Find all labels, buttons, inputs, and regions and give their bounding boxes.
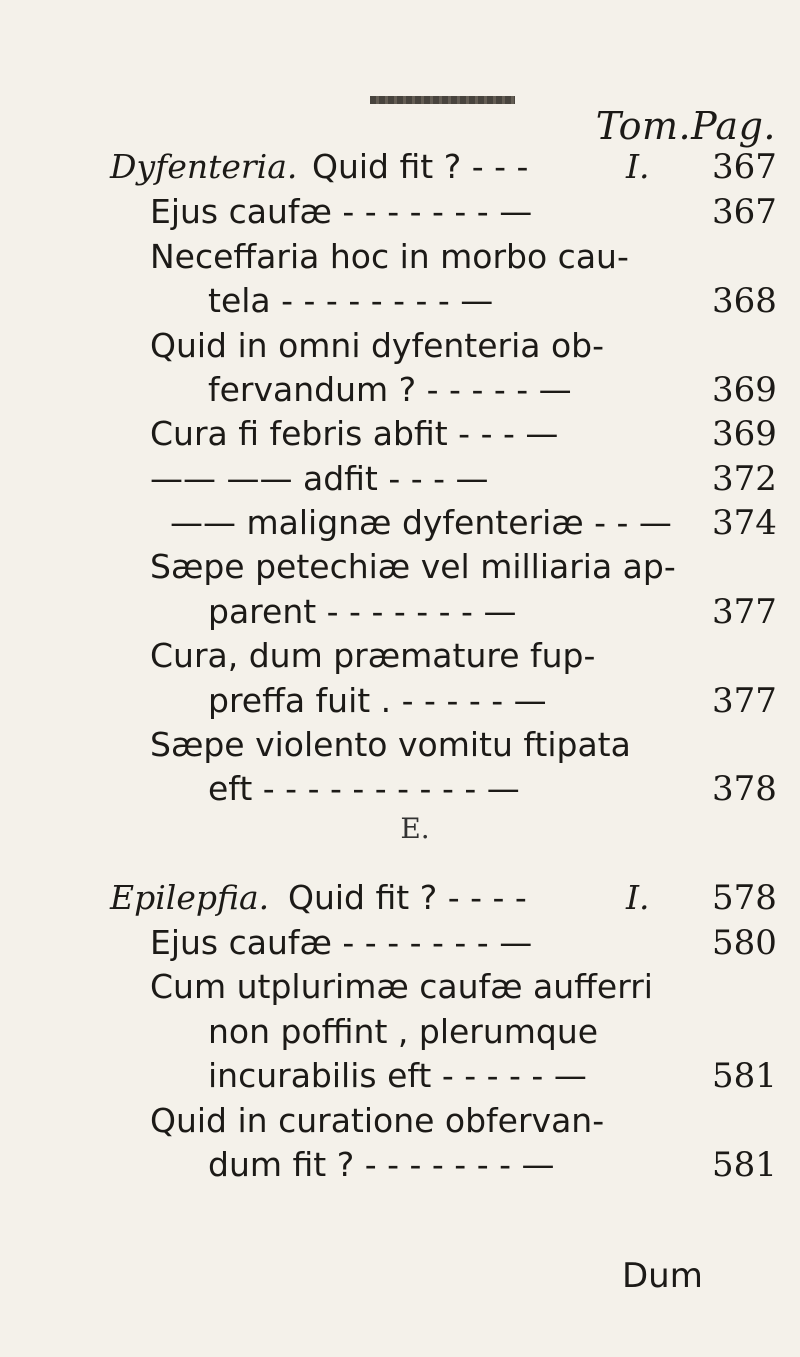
column-header: Tom.Pag. xyxy=(595,104,776,148)
index-entry xyxy=(0,503,800,549)
catchword: Dum xyxy=(622,1256,703,1296)
entry-text: fervandum ? - - - - - — xyxy=(208,370,572,409)
entry-page: 578 xyxy=(712,878,777,918)
entry-text: Cum utplurimæ caufæ aufferri xyxy=(150,967,653,1006)
entry-text: Cura, dum præmature fup- xyxy=(150,636,596,675)
entry-page: 581 xyxy=(712,1145,777,1185)
index-entry xyxy=(0,923,800,969)
entry-text: —— —— adfit - - - — xyxy=(150,459,489,498)
entry-text: Sæpe petechiæ vel milliaria ap- xyxy=(150,547,676,586)
index-entry xyxy=(0,459,800,505)
index-entry xyxy=(0,769,800,815)
index-entry xyxy=(0,370,800,416)
entry-page: 580 xyxy=(712,923,777,963)
index-entry xyxy=(0,592,800,638)
index-entry xyxy=(0,192,800,238)
entry-page: 367 xyxy=(712,192,777,232)
entry-text: Sæpe violento vomitu ftipata xyxy=(150,725,631,764)
entry-page: 377 xyxy=(712,681,777,721)
entry-text: preffa fuit . - - - - - — xyxy=(208,681,547,720)
entry-page: 377 xyxy=(712,592,777,632)
entry-text: Quid fit ? - - - xyxy=(312,147,529,186)
entry-volume: I. xyxy=(626,878,650,917)
index-entry xyxy=(0,1101,800,1147)
index-entry xyxy=(0,414,800,460)
index-entry xyxy=(0,1145,800,1191)
entry-page: 581 xyxy=(712,1056,777,1096)
index-entry xyxy=(0,681,800,727)
entry-page: 378 xyxy=(712,769,777,809)
entry-text: Quid in curatione obfervan- xyxy=(150,1101,605,1140)
index-entry xyxy=(0,147,800,193)
entry-text: incurabilis eft - - - - - — xyxy=(208,1056,587,1095)
index-entry xyxy=(0,547,800,593)
index-entry xyxy=(0,326,800,372)
entry-page: 368 xyxy=(712,281,777,321)
entry-text: eft - - - - - - - - - - — xyxy=(208,769,520,808)
index-entry xyxy=(0,1012,800,1058)
entry-text: Quid in omni dyfenteria ob- xyxy=(150,326,605,365)
entry-volume: I. xyxy=(626,147,650,186)
index-entry xyxy=(0,967,800,1013)
entry-text: Ejus caufæ - - - - - - - — xyxy=(150,192,533,231)
decorative-rule xyxy=(370,96,515,104)
index-entry xyxy=(0,725,800,771)
index-entry xyxy=(0,281,800,327)
entry-text: Quid fit ? - - - - xyxy=(288,878,527,917)
index-entry xyxy=(0,237,800,283)
section-letter: E. xyxy=(400,812,430,845)
entry-text: Ejus caufæ - - - - - - - — xyxy=(150,923,533,962)
index-entry xyxy=(0,878,800,924)
entry-text: —— malignæ dyfenteriæ - - — xyxy=(170,503,672,542)
entry-text: non poffint , plerumque xyxy=(208,1012,599,1051)
entry-text: Neceffaria hoc in morbo cau- xyxy=(150,237,629,276)
entry-text: dum fit ? - - - - - - - — xyxy=(208,1145,555,1184)
entry-keyword: Dyfenteria. xyxy=(110,147,298,186)
entry-text: Cura fi febris abfit - - - — xyxy=(150,414,559,453)
index-entry xyxy=(0,1056,800,1102)
entry-text: tela - - - - - - - - — xyxy=(208,281,494,320)
index-entry xyxy=(0,636,800,682)
entry-page: 369 xyxy=(712,414,777,454)
entry-keyword: Epilepfia. xyxy=(110,878,270,917)
entry-page: 367 xyxy=(712,147,777,187)
entry-page: 372 xyxy=(712,459,777,499)
entry-page: 374 xyxy=(712,503,777,543)
entry-text: parent - - - - - - - — xyxy=(208,592,517,631)
entry-page: 369 xyxy=(712,370,777,410)
